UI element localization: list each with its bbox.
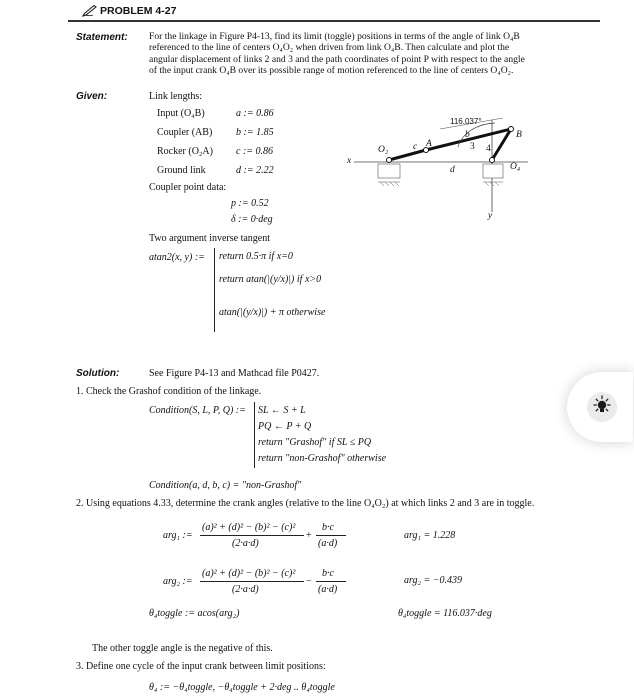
- fig-label-o4: O₄: [510, 162, 521, 172]
- arg2-result: arg₂ = −0.439: [404, 575, 462, 586]
- atan-line-1: return 0.5·π if x=0: [219, 251, 293, 262]
- arg2-fraction-bar-2: [316, 581, 346, 582]
- fig-label-a: A: [426, 139, 432, 149]
- statement-line: angular displacement of links 2 and 3 and the path coordinates of point P with respect to the angle: [149, 53, 525, 65]
- condition-line-3: return "Grashof" if SL ≤ PQ: [258, 437, 372, 448]
- step-3: 3. Define one cycle of the input crank between limit positions:: [76, 661, 326, 672]
- arg1-plus: +: [306, 530, 312, 541]
- fig-label-b-point: B: [516, 130, 522, 140]
- statement-line: referenced to the line of centers O₄O₂ when driven from link O₄B. Then calculate and plot the: [149, 42, 510, 54]
- link-name-input: Input (O₄B): [157, 108, 205, 119]
- arg2-bc: b·c: [322, 568, 334, 579]
- step-1: 1. Check the Grashof condition of the linkage.: [76, 386, 262, 397]
- theta-toggle-result: θ₄toggle = 116.037·deg: [398, 608, 492, 619]
- atan-program-bar: [214, 248, 215, 332]
- statement-line: For the linkage in Figure P4-13, find its limit (toggle) positions in terms of the angle of link O₄B: [149, 31, 520, 42]
- arg1-ad: (a·d): [318, 538, 338, 549]
- fig-angle-label: 116.037°: [450, 117, 482, 126]
- condition-program-bar: [254, 402, 255, 468]
- link-name-ground: Ground link: [157, 165, 206, 176]
- arg2-numerator: (a)² + (d)² − (b)² − (c)²: [202, 568, 296, 579]
- atan-definition: atan2(x, y) :=: [149, 252, 205, 263]
- link-value-c: c := 0.86: [236, 146, 274, 157]
- coupler-heading: Coupler point data:: [149, 182, 227, 193]
- arg1-numerator: (a)² + (d)² − (b)² − (c)²: [202, 522, 296, 533]
- link-name-coupler: Coupler (AB): [157, 127, 213, 138]
- arg2-ad: (a·d): [318, 584, 338, 595]
- fig-label-c: c: [413, 142, 418, 152]
- arg2-lhs: arg₂ :=: [163, 576, 193, 587]
- arg1-result: arg₁ = 1.228: [404, 530, 456, 541]
- condition-definition: Condition(S, L, P, Q) :=: [149, 405, 246, 416]
- linkage-figure: [340, 112, 530, 222]
- link-name-rocker: Rocker (O₂A): [157, 146, 213, 157]
- solution-intro: See Figure P4-13 and Mathcad file P0427.: [149, 368, 320, 379]
- condition-result: Condition(a, d, b, c) = "non-Grashof": [149, 480, 302, 491]
- fig-label-3: 3: [470, 142, 475, 152]
- condition-line-2: PQ ← P + Q: [258, 421, 312, 432]
- link-value-d: d := 2.22: [236, 165, 274, 176]
- link-value-b: b := 1.85: [236, 127, 274, 138]
- lightbulb-icon: [587, 392, 617, 422]
- header-divider: [68, 20, 600, 22]
- fig-label-o2: O₂: [378, 145, 389, 155]
- arg1-bc: b·c: [322, 522, 334, 533]
- condition-line-1: SL ← S + L: [258, 405, 306, 416]
- fig-label-4: 4: [486, 144, 491, 154]
- fig-label-y: y: [488, 211, 493, 221]
- arg2-fraction-bar: [200, 581, 304, 582]
- fig-label-b-link: b: [465, 130, 470, 140]
- coupler-p: p := 0.52: [231, 198, 269, 209]
- arg1-denominator: (2·a·d): [232, 538, 259, 549]
- atan-line-2: return atan(|(y/x)|) if x>0: [219, 274, 322, 285]
- atan-heading: Two argument inverse tangent: [149, 233, 271, 244]
- atan-line-3: atan(|(y/x)|) + π otherwise: [219, 307, 326, 318]
- given-label: Given:: [76, 91, 108, 102]
- arg2-minus: −: [306, 576, 312, 587]
- arg1-fraction-bar-2: [316, 535, 346, 536]
- arg1-lhs: arg₁ :=: [163, 530, 193, 541]
- coupler-delta: δ := 0·deg: [231, 214, 273, 225]
- condition-line-4: return "non-Grashof" otherwise: [258, 453, 387, 464]
- statement-label: Statement:: [76, 32, 128, 43]
- other-toggle-note: The other toggle angle is the negative of this.: [92, 643, 273, 654]
- statement-text: [149, 31, 579, 77]
- arg1-fraction-bar: [200, 535, 304, 536]
- step-2: 2. Using equations 4.33, determine the crank angles (relative to the line O₄O₂) at which links 2 and 3 are in toggle.: [76, 498, 535, 509]
- fig-label-x: x: [347, 156, 352, 166]
- statement-line: of the input crank O₄B over its possible range of motion referenced to the line of centers O₄O₂.: [149, 65, 514, 77]
- fig-label-d: d: [450, 165, 455, 175]
- theta-range-definition: θ₄ := −θ₄toggle, −θ₄toggle + 2·deg .. θ₄toggle: [149, 682, 335, 693]
- theta-toggle-definition: θ₄toggle := acos(arg₂): [149, 608, 240, 619]
- arg2-denominator: (2·a·d): [232, 584, 259, 595]
- solution-label: Solution:: [76, 368, 120, 379]
- assistant-button[interactable]: [567, 372, 633, 442]
- link-value-a: a := 0.86: [236, 108, 274, 119]
- link-lengths-heading: Link lengths:: [149, 91, 203, 102]
- page-title: PROBLEM 4-27: [100, 5, 177, 17]
